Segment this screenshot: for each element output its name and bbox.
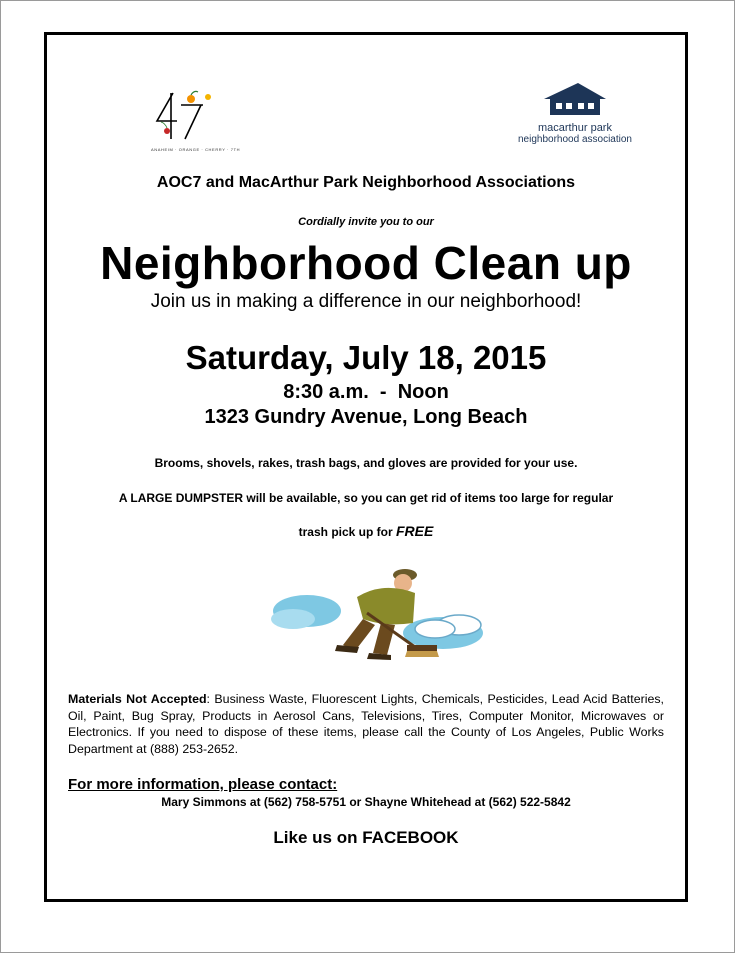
macarthur-park-logo bbox=[515, 81, 635, 147]
invite-line: Cordially invite you to our bbox=[298, 216, 434, 228]
event-address: 1323 Gundry Avenue, Long Beach bbox=[204, 406, 528, 428]
event-date: Saturday, July 18, 2015 bbox=[185, 339, 547, 376]
supplies-note: Brooms, shovels, rakes, trash bags, and gloves are provided for your use. bbox=[154, 456, 578, 470]
macarthur-logo-subtitle: neighborhood association bbox=[518, 134, 632, 145]
aoc7-logo-caption: ANAHEIM · ORANGE · CHERRY · 7TH bbox=[151, 147, 241, 152]
contact-heading: For more information, please contact: bbox=[68, 776, 338, 793]
event-time: 8:30 a.m. - Noon bbox=[283, 381, 449, 403]
tagline: Join us in making a difference in our neighborhood! bbox=[150, 291, 582, 312]
dumpster-note-continued bbox=[47, 523, 685, 539]
materials-text: : Business Waste, Fluorescent Lights, Chemicals, Pesticides, Lead Acid Batteries, Oil, Paint, Bug Spray, Products in Aerosol Cans, Televisions, Tires, Computer Monitor, Microwaves or Electronics. If you need to dispose of these items, please call the County of Los Angeles, Public Works Department at (888) 253-2652. bbox=[68, 692, 664, 756]
organizers-heading: AOC7 and MacArthur Park Neighborhood Associations bbox=[156, 174, 576, 191]
materials-not-accepted bbox=[68, 691, 664, 757]
free-emphasis: FREE bbox=[396, 523, 434, 539]
dumpster-note-text: trash pick up for bbox=[298, 525, 393, 539]
house-icon bbox=[540, 81, 610, 117]
aoc7-logo-mark bbox=[151, 87, 217, 147]
contact-names: Mary Simmons at (562) 758-5751 or Shayne Whitehead at (562) 522-5842 bbox=[161, 795, 571, 809]
event-title: Neighborhood Clean up bbox=[100, 237, 632, 289]
dumpster-note: A LARGE DUMPSTER will be available, so you can get rid of items too large for regular bbox=[118, 491, 614, 505]
flyer-frame bbox=[44, 32, 688, 902]
materials-label: Materials Not Accepted bbox=[68, 692, 207, 706]
man-sweeping-icon bbox=[263, 561, 493, 665]
facebook-line: Like us on FACEBOOK bbox=[273, 828, 459, 847]
macarthur-logo-name: macarthur park bbox=[538, 122, 612, 134]
aoc7-logo bbox=[151, 87, 241, 159]
